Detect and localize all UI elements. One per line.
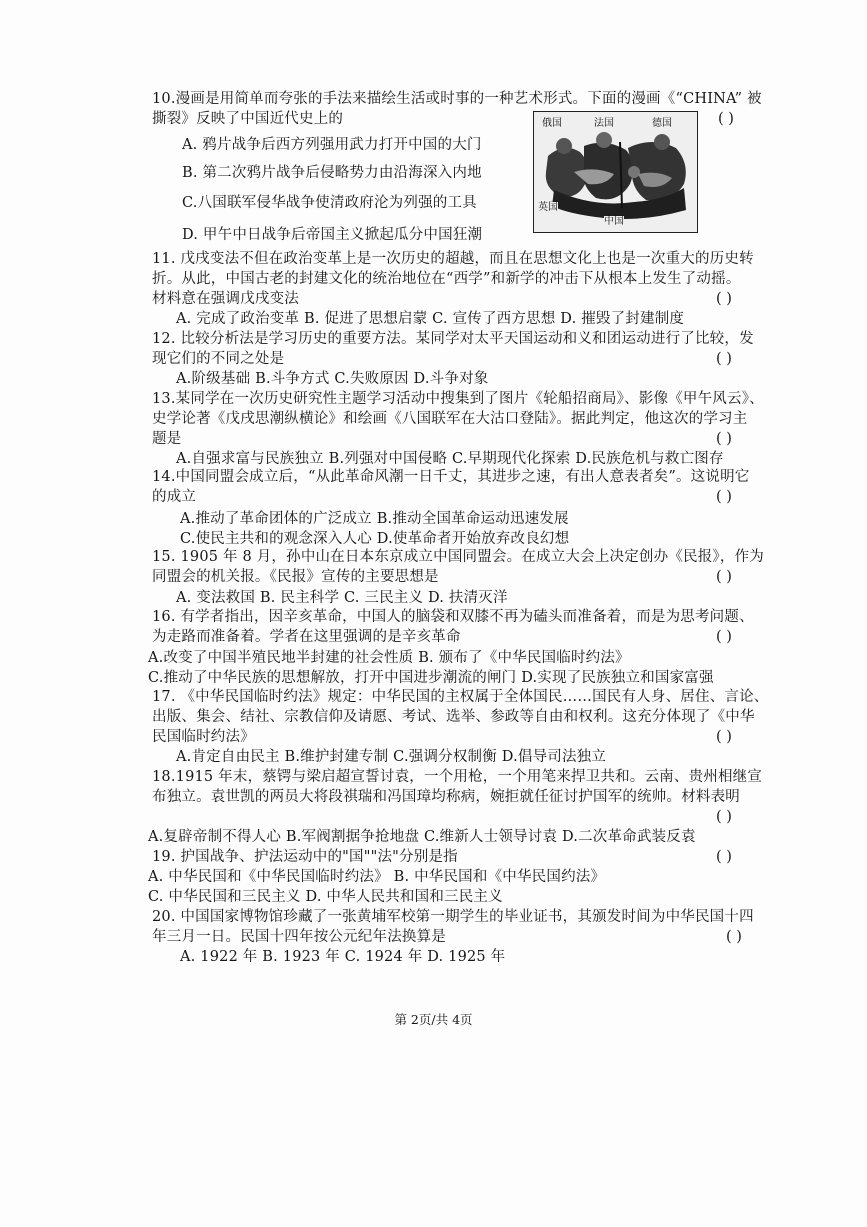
- cartoon-label-britain: 英国: [538, 202, 558, 213]
- text-line-q20-l1: 20. 中国国家博物馆珍藏了一张黄埔军校第一期学生的毕业证书，其颁发时间为中华民国十四: [152, 909, 754, 925]
- text-line-q12-l2: 现它们的不同之处是: [152, 351, 285, 367]
- text-line-q16-l2: 为走路而准备着。学者在这里强调的是辛亥革命: [152, 629, 461, 645]
- cartoon-label-france: 法国: [594, 118, 614, 129]
- cartoon-label-germany: 德国: [652, 118, 672, 129]
- text-line-q19-cd: C. 中华民国和三民主义 D. 中华人民共和国和三民主义: [148, 889, 503, 905]
- text-line-q18-l1: 18.1915 年末，蔡锷与梁启超宣誓讨袁，一个用枪，一个用笔来捍卫共和。云南、贵州相继宣: [152, 769, 763, 785]
- text-line-q13-l1: 13.某同学在一次历史研究性主题学习活动中搜集到了图片《轮船招商局》、影像《甲午风云》、: [152, 391, 764, 407]
- cartoon-china-torn-apart: [533, 111, 698, 233]
- text-line-q11-opts: A. 完成了政治变革 B. 促进了思想启蒙 C. 宣传了西方思想 D. 摧毁了封建制度: [176, 311, 685, 327]
- text-line-q16-ab: A.改变了中国半殖民地半封建的社会性质 B. 颁布了《中华民国临时约法》: [148, 650, 630, 666]
- text-line-q12-l1: 12. 比较分析法是学习历史的重要方法。某同学对太平天国运动和义和团运动进行了比较，发: [152, 331, 754, 347]
- text-line-q17-opts: A.肯定自由民主 B.维护封建专制 C.强调分权制衡 D.倡导司法独立: [176, 749, 607, 765]
- text-line-q11-l1: 11. 戊戌变法不但在政治变革上是一次历史的超越，而且在思想文化上也是一次重大的历史转: [152, 251, 754, 267]
- text-line-q14-l1: 14.中国同盟会成立后，“从此革命风潮一日千丈，其进步之速，有出人意表者矣”。这说明它: [152, 469, 750, 485]
- cartoon-label-russia: 俄国: [542, 118, 562, 129]
- text-line-q17-l3: 民国临时约法》: [152, 729, 255, 745]
- text-line-q10-b: B. 第二次鸦片战争后侵略势力由沿海深入内地: [182, 165, 482, 181]
- text-line-q15-opts: A. 变法救国 B. 民主科学 C. 三民主义 D. 扶清灭洋: [176, 590, 508, 606]
- text-line-q15-l2: 同盟会的机关报。《民报》宣传的主要思想是: [152, 569, 439, 585]
- text-line-q13-l2: 史学论著《戊戌思潮纵横论》和绘画《八国联军在大沽口登陆》。据此判定，他这次的学习主: [152, 411, 748, 427]
- text-line-q13-l3: 题是: [152, 431, 182, 447]
- text-line-q10-l1: 10.漫画是用简单而夸张的手法来描绘生活或时事的一种艺术形式。下面的漫画《“CHINA” 被: [152, 91, 762, 107]
- answer-blank-q19[interactable]: ( ): [716, 849, 732, 865]
- text-line-q20-opts: A. 1922 年 B. 1923 年 C. 1924 年 D. 1925 年: [180, 949, 506, 965]
- answer-blank-q15[interactable]: ( ): [716, 569, 732, 585]
- text-line-q14-ab: A.推动了革命团体的广泛成立 B.推动全国革命运动迅速发展: [180, 511, 569, 527]
- answer-blank-q13[interactable]: ( ): [716, 431, 732, 447]
- answer-blank-q18[interactable]: ( ): [716, 809, 732, 825]
- text-line-q12-opts: A.阶级基础 B.斗争方式 C.失败原因 D.斗争对象: [176, 371, 489, 387]
- answer-blank-q12[interactable]: ( ): [716, 351, 732, 367]
- text-line-q14-l2: 的成立: [152, 489, 197, 505]
- text-line-q19-ab: A. 中华民国和《中华民国临时约法》 B. 中华民国和《中华民国约法》: [148, 869, 606, 885]
- text-line-q13-opts: A.自强求富与民族独立 B.列强对中国侵略 C.早期现代化探索 D.民族危机与救亡图存: [176, 451, 724, 467]
- answer-blank-q14[interactable]: ( ): [716, 489, 732, 505]
- text-line-q17-l1: 17. 《中华民国临时约法》规定：中华民国的主权属于全体国民……国民有人身、居住、言论、: [152, 689, 769, 705]
- text-line-q16-l1: 16. 有学者指出，因辛亥革命，中国人的脑袋和双膝不再为磕头而准备着，而是为思考问题、: [152, 609, 754, 625]
- text-line-q10-d: D. 甲午中日战争后帝国主义掀起瓜分中国狂潮: [182, 227, 483, 243]
- answer-blank-q10[interactable]: ( ): [718, 111, 734, 127]
- cartoon-drawing: [534, 112, 697, 232]
- text-line-q10-l2: 撕裂》反映了中国近代史上的: [152, 111, 344, 127]
- page-number: 第 2页/共 4页: [394, 1012, 473, 1027]
- text-line-q18-l2: 布独立。袁世凯的两员大将段祺瑞和冯国璋均称病，婉拒就任征讨护国军的统帅。材料表明: [152, 789, 740, 805]
- text-line-q19-l1: 19. 护国战争、护法运动中的"国""法"分别是指: [152, 849, 458, 865]
- text-line-q16-cd: C.推动了中华民族的思想解放，打开中国进步潮流的闸门 D.实现了民族独立和国家富强: [148, 670, 714, 686]
- text-line-q14-cd: C.使民主共和的观念深入人心 D.使革命者开始放弃改良幻想: [180, 531, 570, 547]
- answer-blank-q20[interactable]: ( ): [726, 929, 742, 945]
- text-line-q15-l1: 15. 1905 年 8 月，孙中山在日本东京成立中国同盟会。在成立大会上决定创办《民报》，作为: [152, 549, 764, 565]
- text-line-q20-l2: 年三月一日。民国十四年按公元纪年法换算是: [152, 929, 446, 945]
- answer-blank-q16[interactable]: ( ): [716, 629, 732, 645]
- text-line-q18-opts: A.复辟帝制不得人心 B.军阀割据争抢地盘 C.维新人士领导讨袁 D.二次革命武装反袁: [148, 829, 696, 845]
- text-line-q10-c: C.八国联军侵华战争使清政府沦为列强的工具: [182, 195, 477, 211]
- cartoon-label-china: 中国: [604, 216, 624, 227]
- text-line-q11-l3: 材料意在强调戊戌变法: [152, 291, 299, 307]
- answer-blank-q17[interactable]: ( ): [716, 729, 732, 745]
- text-line-q17-l2: 出版、集会、结社、宗教信仰及请愿、考试、选举、参政等自由和权利。这充分体现了《中华: [152, 709, 755, 725]
- text-line-q10-a: A. 鸦片战争后西方列强用武力打开中国的大门: [182, 137, 482, 153]
- text-line-q11-l2: 折。从此，中国古老的封建文化的统治地位在“西学”和新学的冲击下从根本上发生了动摇。: [152, 271, 741, 287]
- answer-blank-q11[interactable]: ( ): [716, 291, 732, 307]
